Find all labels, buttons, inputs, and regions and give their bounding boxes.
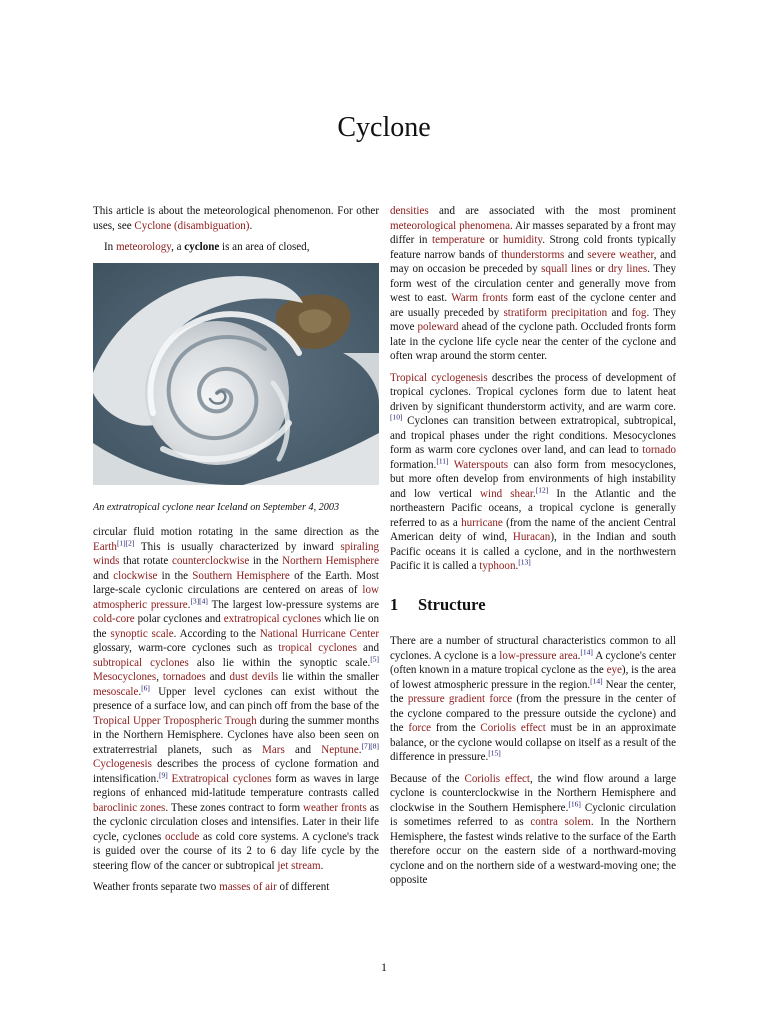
link-baroclinic-zones[interactable]: baroclinic zones: [93, 801, 166, 814]
link-dry-lines[interactable]: dry lines: [608, 263, 648, 275]
ref-14[interactable]: [14]: [580, 646, 593, 656]
link-typhoon[interactable]: typhoon: [479, 560, 516, 572]
right-paragraph-2: Tropical cyclogenesis describes the process of development of tropical cyclones. Tropical cyclones form due to latent heat driven by significant thunderstorm activity, and are warm core.[10] Cyclones can transition between extratropical, subtropical, and tropical phases under the right conditions. Mesocyclones form as warm core cyclones over land, and can lead to tornado formation.[11] Waterspouts can also form from mesocyclones, but more often develop from environments of high instability and low vertical wind shear.[12] In the Atlantic and the northeastern Pacific oceans, a tropical cyclone is generally referred to as a hurricane (from the name of the ancient Central American deity of wind, Huracan), in the Indian and south Pacific oceans it is called a cyclone, and in the northwestern Pacific it is called a typhoon.[13]: [390, 371, 677, 572]
link-northern-hemisphere[interactable]: Northern Hemisphere: [282, 555, 379, 567]
right-paragraph-1: densities and are associated with the most prominent meteorological phenomena. Air masses separated by a front may differ in temperature or humidity. Strong cold fronts typically feature narrow bands of thunderstorms and severe weather, and may on occasion be preceded by squall lines or dry lines. They form west of the circulation center and generally move from west to east. Warm fronts form east of the cyclone center and are usually preceded by stratiform precipitation and fog. They move poleward ahead of the cyclone path. Occluded fronts form late in the cyclone life cycle near the center of the cyclone and often wrap around the storm center.: [390, 205, 677, 362]
figure: [93, 263, 379, 516]
link-jet-stream[interactable]: jet stream: [277, 859, 321, 872]
link-southern-hemisphere[interactable]: Southern Hemisphere: [192, 569, 290, 582]
link-synoptic-scale[interactable]: synoptic scale: [110, 627, 174, 640]
right-paragraph-3: There are a number of structural characteristics common to all cyclones. A cyclone is a low-pressure area.[14] A cyclone's center (often known in a mature tropical cyclone as the eye), is the area of lowest atmospheric pressure in the region.[14] Near the center, the pressure gradient force (from the pressure in the center of the cyclone compared to the pressure outside the cyclone) and the force from the Coriolis effect must be in an approximate balance, or the cyclone would collapse on itself as a result of the difference in pressure.[15]: [390, 635, 677, 763]
link-cold-core[interactable]: cold-core: [93, 613, 135, 625]
ref-14b[interactable]: [14]: [590, 675, 603, 685]
link-humidity[interactable]: humidity: [503, 234, 543, 246]
link-extratropical-cyclones[interactable]: extratropical cyclones: [223, 613, 322, 625]
link-warm-fronts[interactable]: Warm fronts: [451, 292, 508, 304]
hatnote: This article is about the meteorological phenomenon. For other uses, see Cyclone (disambiguation).: [93, 205, 379, 232]
right-paragraph-4: Because of the Coriolis effect, the wind flow around a large cyclone is counterclockwise in the Northern Hemisphere and clockwise in the Southern Hemisphere.[16] Cyclonic circulation is sometimes referred to as contra solem. In the Northern Hemisphere, the fastest winds relative to the surface of the Earth therefore occur on the eastern side of a northward-moving cyclone and on the northern side of a westward-moving one; the opposite: [390, 772, 676, 886]
link-contra-solem[interactable]: contra solem: [530, 816, 591, 828]
link-thunderstorms[interactable]: thunderstorms: [501, 248, 565, 261]
link-tropical-cyclones[interactable]: tropical cyclones: [278, 642, 357, 654]
link-subtropical-cyclones[interactable]: subtropical cyclones: [93, 656, 189, 669]
link-occlude[interactable]: occlude: [164, 830, 200, 843]
left-paragraph-2: Weather fronts separate two masses of air of different: [93, 881, 330, 893]
link-mars[interactable]: Mars: [262, 743, 285, 756]
ref-15[interactable]: [15]: [488, 748, 501, 758]
link-poleward[interactable]: poleward: [417, 321, 459, 333]
link-coriolis-effect-2[interactable]: Coriolis effect: [464, 772, 530, 785]
left-paragraph-1: circular fluid motion rotating in the same direction as the Earth[1][2] This is usually characterized by inward spiraling winds that rotate counterclockwise in the Northern Hemisphere and clockwise in the Southern Hemisphere of the Earth. Most large-scale cyclonic circulations are centered on areas of low atmospheric pressure.[3][4] The largest low-pressure systems are cold-core polar cyclones and extratropical cyclones which lie on the synoptic scale. According to the National Hurricane Center glossary, warm-core cyclones such as tropical cyclones and subtropical cyclones also lie within the synoptic scale.[5] Mesocyclones, tornadoes and dust devils lie within the smaller mesoscale.[6] Upper level cyclones can exist without the presence of a surface low, and can pinch off from the base of the Tropical Upper Tropospheric Trough during the summer months in the Northern Hemisphere. Cyclones have also been seen on extraterrestrial planets, such as Mars and Neptune.[7][8] Cyclogenesis describes the process of cyclone formation and intensification.[9] Extratropical cyclones form as waves in large regions of enhanced mid-latitude temperature contrasts called baroclinic zones. These zones contract to form weather fronts as the cyclonic circulation closes and intensifies. Later in their life cycle, cyclones occlude as cold core systems. A cyclone's track is guided over the course of its 2 to 6 day life cycle by the steering flow of the cancer or subtropical jet stream.: [93, 526, 380, 872]
ref-3-4[interactable]: [3][4]: [190, 595, 208, 605]
link-earth[interactable]: Earth: [93, 540, 117, 553]
page-number: 1: [381, 960, 387, 974]
link-masses-of-air[interactable]: masses of air: [219, 881, 277, 893]
section-title: Structure: [418, 594, 486, 614]
right-column: [390, 204, 676, 895]
link-clockwise[interactable]: clockwise: [113, 569, 158, 582]
ref-12[interactable]: [12]: [535, 484, 549, 494]
link-dust-devils[interactable]: dust devils: [229, 671, 279, 683]
link-densities[interactable]: densities: [390, 205, 429, 217]
link-mesoscale[interactable]: mesoscale: [93, 685, 139, 698]
link-cyclone-disambiguation[interactable]: Cyclone (disambiguation): [134, 219, 250, 232]
ref-10[interactable]: [10]: [390, 412, 403, 422]
link-coriolis-effect[interactable]: Coriolis effect: [480, 722, 546, 734]
link-eye[interactable]: eye: [606, 664, 622, 676]
link-tropical-cyclogenesis[interactable]: Tropical cyclogenesis: [390, 371, 488, 384]
link-severe-weather[interactable]: severe weather: [587, 248, 654, 261]
link-counterclockwise[interactable]: counterclockwise: [171, 555, 250, 567]
link-weather-fronts[interactable]: weather fronts: [303, 801, 367, 814]
link-cyclogenesis[interactable]: Cyclogenesis: [93, 758, 152, 770]
link-tutt[interactable]: Tropical Upper Tropospheric Trough: [93, 714, 257, 727]
link-national-hurricane-center[interactable]: National Hurricane Center: [259, 627, 379, 640]
cyclone-satellite-image: [93, 263, 379, 485]
figure-caption: An extratropical cyclone near Iceland on September 4, 2003: [93, 501, 340, 513]
link-tornadoes[interactable]: tornadoes: [162, 671, 206, 683]
page-title: Cyclone: [337, 112, 431, 143]
ref-16[interactable]: [16]: [568, 798, 581, 808]
link-force[interactable]: force: [408, 722, 431, 734]
link-temperature[interactable]: temperature: [432, 234, 485, 246]
section-heading-structure: [390, 594, 676, 614]
ref-7-8[interactable]: [7][8]: [361, 740, 379, 750]
link-mesocyclones[interactable]: Mesocyclones: [93, 671, 157, 683]
link-squall-lines[interactable]: squall lines: [541, 263, 592, 275]
link-fog[interactable]: fog: [631, 306, 647, 319]
ref-5[interactable]: [5]: [370, 653, 379, 663]
intro-paragraph: In meteorology, a cyclone is an area of closed,: [104, 241, 310, 253]
term-cyclone: cyclone: [184, 241, 220, 253]
ref-11[interactable]: [11]: [436, 455, 449, 465]
link-spiraling-winds[interactable]: spiraling winds: [93, 540, 379, 567]
link-pressure-gradient-force[interactable]: pressure gradient force: [407, 693, 513, 705]
link-hurricane[interactable]: hurricane: [461, 516, 503, 529]
ref-9[interactable]: [9]: [158, 769, 168, 779]
link-neptune[interactable]: Neptune: [321, 743, 359, 756]
link-huracan[interactable]: Huracan: [512, 531, 551, 543]
link-low-pressure-area[interactable]: low-pressure area: [499, 649, 578, 662]
link-waterspouts[interactable]: Waterspouts: [453, 458, 509, 471]
section-number: 1: [390, 594, 399, 614]
link-meteorology[interactable]: meteorology: [115, 241, 172, 253]
link-extratropical-cyclones-2[interactable]: Extratropical cyclones: [171, 772, 272, 785]
left-column: [93, 204, 379, 902]
link-meteorological-phenomena[interactable]: meteorological phenomena: [390, 219, 510, 232]
link-low-atmospheric-pressure[interactable]: low atmospheric pressure: [93, 584, 379, 611]
ref-1-2[interactable]: [1][2]: [116, 537, 135, 547]
ref-13[interactable]: [13]: [518, 557, 531, 567]
link-stratiform-precipitation[interactable]: stratiform precipitation: [503, 306, 608, 319]
link-tornado[interactable]: tornado: [642, 444, 676, 456]
link-wind-shear[interactable]: wind shear: [480, 487, 533, 500]
ref-6[interactable]: [6]: [141, 682, 150, 692]
